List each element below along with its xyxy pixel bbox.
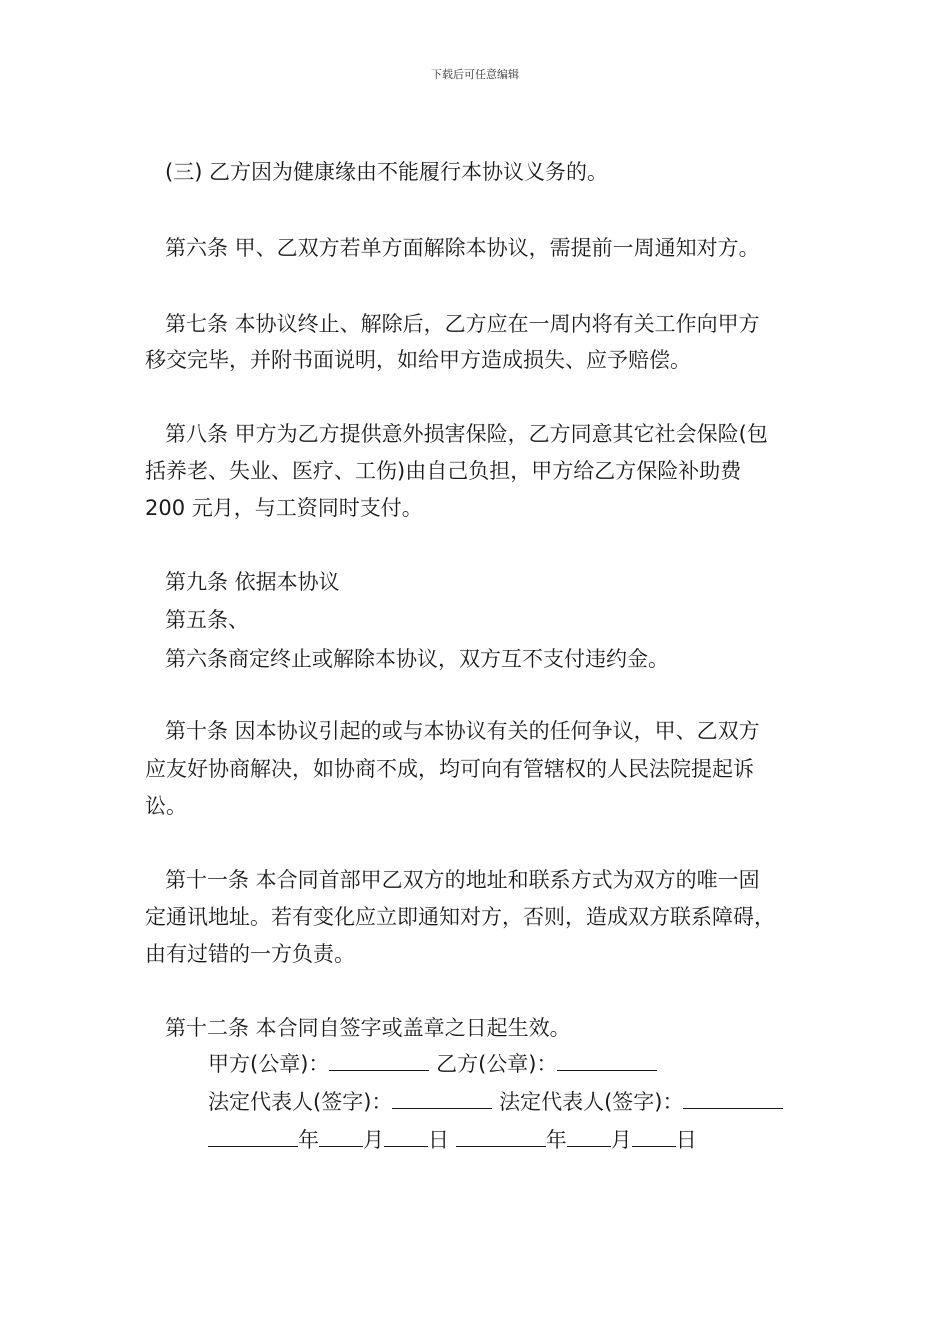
date-a-month-blank[interactable] [319, 1126, 363, 1147]
article-7-line-2: 移交完毕，并附书面说明，如给甲方造成损失、应予赔偿。 [145, 348, 691, 372]
date-a-year-label: 年 [298, 1128, 319, 1152]
article-8-line-1: 第八条 甲方为乙方提供意外损害保险，乙方同意其它社会保险(包 [165, 422, 768, 446]
date-a-year-blank[interactable] [208, 1126, 298, 1147]
article-11-line-2: 定通讯地址。若有变化应立即通知对方，否则，造成双方联系障碍， [145, 905, 775, 929]
date-a-day-label: 日 [428, 1128, 449, 1152]
article-9-line-2: 第五条、 [165, 608, 249, 632]
article-10-line-1: 第十条 因本协议引起的或与本协议有关的任何争议，甲、乙双方 [165, 719, 760, 743]
party-a-seal-blank[interactable] [329, 1050, 429, 1071]
article-10-line-2: 应友好协商解决，如协商不成，均可向有管辖权的人民法院提起诉 [145, 757, 754, 781]
article-9-line-3: 第六条商定终止或解除本协议，双方互不支付违约金。 [165, 647, 669, 671]
legal-rep-row [208, 1088, 783, 1116]
date-row [208, 1126, 697, 1154]
clause-3-item: (三) 乙方因为健康缘由不能履行本协议义务的。 [165, 160, 609, 184]
article-7-line-1: 第七条 本协议终止、解除后，乙方应在一周内将有关工作向甲方 [165, 312, 760, 336]
article-11-line-1: 第十一条 本合同首部甲乙双方的地址和联系方式为双方的唯一固 [165, 868, 760, 892]
date-a-month-label: 月 [363, 1128, 384, 1152]
legal-rep-a-label: 法定代表人(签字)： [208, 1090, 393, 1114]
article-8-line-2: 括养老、失业、医疗、工伤)由自己负担，甲方给乙方保险补助费 [145, 459, 742, 483]
party-a-seal-label: 甲方(公章)： [208, 1052, 330, 1076]
date-b-day-blank[interactable] [632, 1126, 676, 1147]
article-6: 第六条 甲、乙双方若单方面解除本协议，需提前一周通知对方。 [165, 236, 760, 260]
header-note: 下载后可任意编辑 [431, 68, 519, 81]
legal-rep-b-blank[interactable] [683, 1088, 783, 1109]
party-b-seal-label: 乙方(公章)： [436, 1052, 558, 1076]
article-10-line-3: 讼。 [145, 794, 187, 818]
article-12: 第十二条 本合同自签字或盖章之日起生效。 [165, 1016, 571, 1040]
date-b-year-blank[interactable] [456, 1126, 546, 1147]
article-11-line-3: 由有过错的一方负责。 [145, 942, 355, 966]
date-b-month-label: 月 [610, 1128, 632, 1152]
legal-rep-a-blank[interactable] [392, 1088, 492, 1109]
date-b-month-blank[interactable] [567, 1126, 611, 1147]
article-9-line-1: 第九条 依据本协议 [165, 570, 340, 594]
date-a-day-blank[interactable] [384, 1126, 428, 1147]
party-b-seal-blank[interactable] [557, 1050, 657, 1071]
date-b-year-label: 年 [545, 1128, 567, 1152]
date-b-day-label: 日 [675, 1128, 697, 1152]
legal-rep-b-label: 法定代表人(签字)： [499, 1090, 684, 1114]
seal-row [208, 1050, 657, 1078]
article-8-line-3: 200 元月，与工资同时支付。 [145, 496, 423, 520]
